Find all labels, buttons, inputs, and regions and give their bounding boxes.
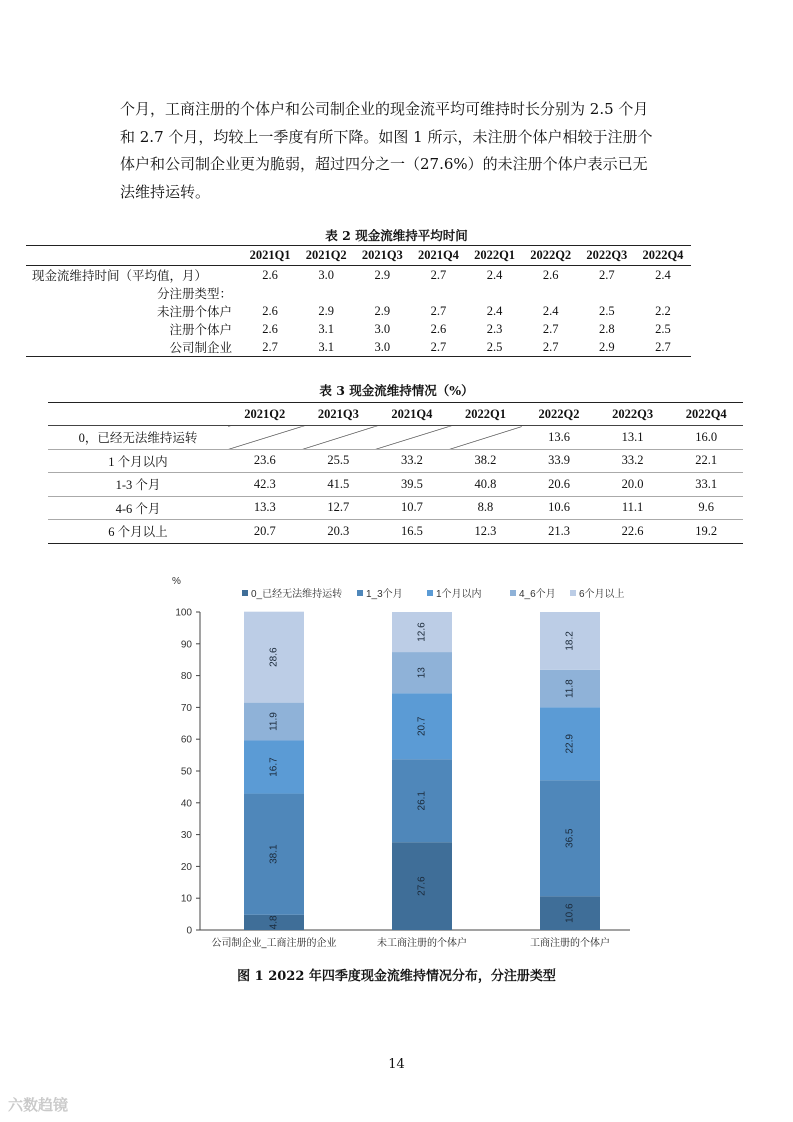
table2-cell	[298, 284, 354, 302]
y-tick-label: 0	[186, 925, 192, 937]
table2-cell: 2.7	[410, 338, 466, 357]
table2-cell: 2.4	[486, 267, 503, 282]
table3-cell-na	[375, 426, 449, 450]
table2-cell: 2.4	[486, 303, 503, 318]
table3-header	[48, 403, 228, 426]
table2-cell: 3.0	[318, 267, 334, 282]
table2-cell: 2.7	[599, 267, 615, 282]
table2-cell: 2.6	[262, 267, 278, 282]
table3-cell: 13.3	[228, 496, 302, 520]
table3-cell-na	[449, 426, 523, 450]
table2-cell: 2.7	[523, 338, 579, 357]
data-label: 11.8	[564, 679, 576, 699]
data-label: 27.6	[416, 876, 428, 896]
table3-cell: 33.9	[522, 449, 596, 473]
y-tick-label: 70	[180, 702, 192, 714]
table3-cell: 11.1	[596, 496, 670, 520]
table2-cell: 2.2	[655, 303, 671, 318]
table2-cell: 3.1	[298, 338, 354, 357]
y-tick-label: 40	[180, 798, 192, 810]
table3-cell: 38.2	[449, 449, 523, 473]
legend-swatch	[570, 590, 576, 596]
table3-cell: 20.7	[228, 520, 302, 544]
table3-row	[48, 426, 743, 450]
table3-cell: 25.5	[302, 449, 376, 473]
table3-header: 2021Q4	[375, 403, 449, 426]
table2-header: 2022Q1	[467, 246, 523, 266]
table2-header: 2022Q3	[579, 246, 635, 266]
x-tick-label: 工商注册的个体户	[530, 938, 610, 949]
table3-cell: 10.7	[375, 496, 449, 520]
table3	[48, 402, 743, 544]
table3-cell: 12.7	[302, 496, 376, 520]
table2-row-label: 公司制企业	[26, 338, 242, 357]
table2-cell	[410, 284, 466, 302]
table3-cell: 22.1	[669, 449, 743, 473]
legend-label: 4_6个月	[519, 589, 556, 600]
table3-cell-na	[228, 426, 302, 450]
table2-row-label: 分注册类型：	[156, 287, 232, 301]
y-tick-label: 20	[180, 861, 192, 873]
figure-caption: 图 1 2022 年四季度现金流维持情况分布，分注册类型	[237, 969, 556, 984]
y-tick-label: 90	[180, 639, 192, 651]
table3-header: 2022Q1	[449, 403, 523, 426]
y-axis-unit: %	[172, 576, 181, 587]
table2-cell: 2.5	[467, 338, 523, 357]
paragraph-line: 和 2.7 个月，均较上一季度有所下降。如图 1 所示，未注册个体户相较于注册个	[120, 127, 653, 146]
y-tick-label: 80	[180, 671, 192, 683]
table3-cell: 41.5	[302, 473, 376, 497]
table3-cell: 16.0	[669, 426, 743, 450]
table2-cell	[523, 284, 579, 302]
data-label: 28.6	[268, 647, 280, 667]
table2-header: 2021Q1	[242, 246, 298, 266]
body-paragraph	[120, 96, 680, 206]
table2-header: 2021Q3	[354, 246, 410, 266]
table2-header: 2021Q4	[410, 246, 466, 266]
table2-row	[26, 320, 691, 338]
table3-cell: 9.6	[669, 496, 743, 520]
table2-cell: 2.7	[430, 303, 447, 318]
table3-header: 2022Q4	[669, 403, 743, 426]
table2-cell	[242, 284, 298, 302]
table2-caption: 表 2 现金流维持平均时间	[325, 228, 468, 243]
table3-header: 2021Q3	[302, 403, 376, 426]
table3-cell: 33.2	[375, 449, 449, 473]
table2-cell: 2.9	[374, 267, 391, 282]
table2-row	[26, 302, 691, 320]
table2-cell: 2.9	[318, 303, 334, 318]
table3-caption: 表 3 现金流维持情况（%）	[319, 383, 474, 398]
paragraph-line: 个月，工商注册的个体户和公司制企业的现金流平均可维持时长分别为 2.5 个月	[120, 100, 649, 118]
table2-row-label: 现金流维持时间（平均值，月）	[32, 269, 208, 283]
table2-cell	[467, 284, 523, 302]
table2-cell	[354, 284, 410, 302]
table3-row-label: 1 个月以内	[48, 449, 228, 473]
table2-row	[26, 266, 691, 285]
stacked-bar-chart	[160, 570, 630, 960]
table2-cell: 2.4	[655, 267, 671, 282]
page-number: 14	[388, 1057, 405, 1072]
legend-swatch	[357, 590, 363, 596]
table2-row	[26, 338, 691, 357]
table3-cell: 12.3	[449, 520, 523, 544]
table2-cell: 2.7	[430, 267, 447, 282]
legend-swatch	[242, 590, 248, 596]
table2-row-label: 未注册个体户	[156, 305, 232, 319]
data-label: 36.5	[564, 828, 576, 848]
table3-header: 2022Q2	[522, 403, 596, 426]
table3-row	[48, 473, 743, 497]
table3-cell: 20.0	[596, 473, 670, 497]
y-tick-label: 30	[180, 830, 192, 842]
table2-header	[26, 246, 242, 266]
data-label: 22.9	[564, 734, 576, 754]
table3-cell: 33.1	[669, 473, 743, 497]
table3-row	[48, 496, 743, 520]
table2-cell: 3.1	[318, 321, 334, 336]
paragraph-line: 体户和公司制企业更为脆弱，超过四分之一（27.6%）的未注册个体户表示已无	[120, 155, 648, 173]
table2-cell: 2.7	[242, 338, 298, 357]
table3-cell: 23.6	[228, 449, 302, 473]
table3-cell: 20.3	[302, 520, 376, 544]
table3-row-label: 4-6 个月	[48, 496, 228, 520]
table2-header: 2022Q2	[523, 246, 579, 266]
table2-cell: 3.0	[374, 321, 391, 336]
table2-cell: 2.9	[579, 338, 635, 357]
data-label: 13	[416, 667, 428, 679]
table3-row	[48, 449, 743, 473]
legend-swatch	[427, 590, 433, 596]
table3-header: 2022Q3	[596, 403, 670, 426]
table3-cell: 20.6	[522, 473, 596, 497]
table2-header: 2021Q2	[298, 246, 354, 266]
table2-cell: 2.6	[262, 303, 278, 318]
legend-label: 1个月以内	[436, 589, 482, 600]
data-label: 20.7	[416, 716, 428, 737]
data-label: 10.6	[564, 903, 576, 923]
table3-cell: 8.8	[449, 496, 523, 520]
y-tick-label: 10	[180, 893, 192, 905]
legend-label: 6个月以上	[579, 589, 625, 600]
table2-cell: 2.3	[486, 321, 503, 336]
table3-cell-na	[302, 426, 376, 450]
table2-cell: 2.6	[262, 321, 278, 336]
table3-cell: 10.6	[522, 496, 596, 520]
data-label: 16.7	[268, 757, 280, 777]
table2-cell: 2.8	[599, 321, 615, 336]
table3-row-label: 0，已经无法维持运转	[48, 426, 228, 450]
table3-cell: 40.8	[449, 473, 523, 497]
table2-cell	[635, 284, 691, 302]
table2-cell: 2.9	[374, 303, 391, 318]
table2-cell: 3.0	[354, 338, 410, 357]
table3-cell: 22.6	[596, 520, 670, 544]
y-tick-label: 50	[180, 766, 192, 778]
table2-cell: 2.6	[542, 267, 559, 282]
table3-cell: 13.6	[522, 426, 596, 450]
table2-row-label: 注册个体户	[169, 323, 232, 337]
legend-swatch	[510, 590, 516, 596]
table2-cell	[579, 284, 635, 302]
legend-label: 1_3个月	[366, 589, 403, 600]
data-label: 18.2	[564, 631, 576, 651]
table2-cell: 2.5	[599, 303, 615, 318]
table3-cell: 16.5	[375, 520, 449, 544]
y-tick-label: 60	[180, 734, 192, 746]
data-label: 4.8	[268, 915, 280, 930]
table2-cell: 2.6	[430, 321, 447, 336]
data-label: 11.9	[268, 712, 280, 731]
table2-cell: 2.5	[655, 321, 671, 336]
table3-row	[48, 520, 743, 544]
legend-label: 0_已经无法维持运转	[251, 589, 343, 600]
data-label: 12.6	[416, 622, 428, 642]
table3-cell: 39.5	[375, 473, 449, 497]
paragraph-line: 法维持运转。	[120, 182, 211, 201]
table3-cell: 19.2	[669, 520, 743, 544]
table3-row-label: 1-3 个月	[48, 473, 228, 497]
y-tick-label: 100	[175, 607, 192, 619]
x-tick-label: 公司制企业_工商注册的企业	[211, 938, 337, 949]
table3-header: 2021Q2	[228, 403, 302, 426]
table2-row	[26, 284, 691, 302]
table3-cell: 33.2	[596, 449, 670, 473]
table2-cell: 2.7	[542, 321, 559, 336]
data-label: 38.1	[268, 844, 280, 864]
table3-row-label: 6 个月以上	[48, 520, 228, 544]
table3-cell: 21.3	[522, 520, 596, 544]
table2-header: 2022Q4	[635, 246, 691, 266]
table3-cell: 42.3	[228, 473, 302, 497]
watermark-logo: 六数趋镜	[8, 1096, 69, 1114]
table2-cell: 2.4	[542, 303, 559, 318]
table2-cell: 2.7	[635, 338, 691, 357]
table2	[26, 245, 691, 357]
x-tick-label: 未工商注册的个体户	[377, 938, 467, 949]
data-label: 26.1	[416, 790, 428, 811]
table3-cell: 13.1	[596, 426, 670, 450]
